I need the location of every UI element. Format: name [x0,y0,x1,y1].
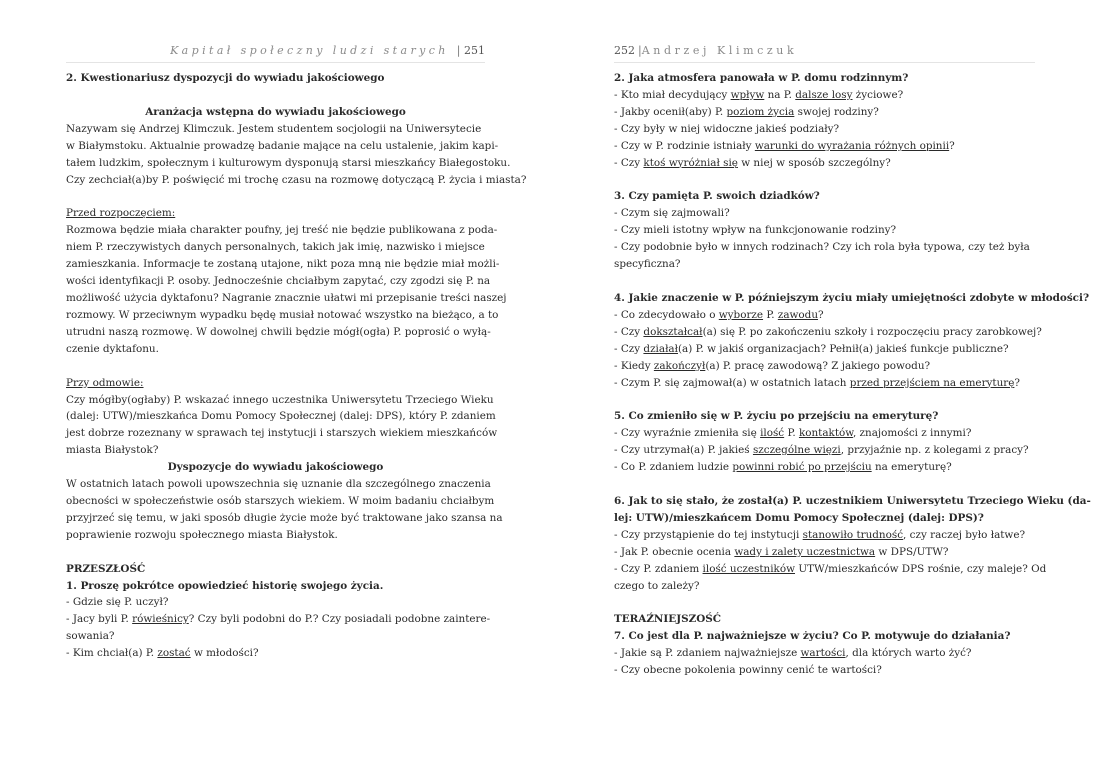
question-2-title: 2. Jaka atmosfera panowała w P. domu rodzinnym? [614,72,909,84]
q1-item-continued: sowania? [66,630,115,643]
q3-item: - Czy mieli istotny wpływ na funkcjonowanie rodziny? [614,224,897,237]
q4-item: - Czym P. się zajmował(a) w ostatnich latach przed przejściem na emeryturę? [614,376,1020,389]
question-7-title: 7. Co jest dla P. najważniejsze w życiu? Co P. motywuje do działania? [614,630,1011,643]
q6-item: - Czy P. zdaniem ilość uczestników UTW/mieszkańców DPS rośnie, czy maleje? Od [614,562,1047,575]
question-3-title: 3. Czy pamięta P. swoich dziadków? [614,190,820,203]
q5-item: - Co P. zdaniem ludzie powinni robić po przejściu na emeryturę? [614,461,952,474]
q2-item: - Jakby ocenił(aby) P. poziom życia swojej rodziny? [614,105,879,118]
right-page-body [614,70,1091,679]
q5-item: - Czy wyraźnie zmieniła się ilość P. kontaktów, znajomości z innymi? [614,427,972,440]
q2-item: - Czy w P. rodzinie istniały warunki do wyrażania różnych opinii? [614,139,955,152]
q4-item: - Co zdecydowało o wyborze P. zawodu? [614,308,824,321]
q6-item: - Jak P. obecnie ocenia wady i zalety uczestnictwa w DPS/UTW? [614,545,949,558]
q2-item: - Kto miał decydujący wpływ na P. dalsze losy życiowe? [614,88,904,101]
q4-item: - Kiedy zakończył(a) P. pracę zawodową? Z jakiego powodu? [614,359,931,372]
q1-item: - Kim chciał(a) P. zostać w młodości? [66,647,259,660]
dispositions-paragraph: W ostatnich latach powoli upowszechnia się uznanie dla szczególnego znaczenia obecności w społeczeństwie osób starszych wiekiem. W moim badaniu chciałbym przyjrzeć się temu, w jaki sposób długie życie może być traktowane jako szansa na poprawienie rozwoju społecznego miasta Białystok. [66,478,503,541]
present-heading: TERAŹNIEJSZOŚĆ [614,613,722,626]
past-heading: PRZESZŁOŚĆ [66,562,146,575]
right-page-number: 252 [614,44,635,57]
q2-item: - Czy były w niej widoczne jakieś podziały? [614,122,840,135]
q4-item: - Czy dokształcał(a) się P. po zakończeniu szkoły i rozpoczęciu pracy zarobkowej? [614,325,1042,338]
refusal-paragraph: Czy mógłby(ogłaby) P. wskazać innego uczestnika Uniwersytetu Trzeciego Wieku (dalej: UTW)/mieszkańca Domu Pomocy Społecznej (dalej: DPS), który P. zdaniem jest dobrze rozeznany w sprawach tej instytucji i starszych wiekiem mieszkańców miasta Białystok? [66,393,498,457]
left-page [66,0,527,778]
left-page-body [66,70,527,662]
q1-item: - Jacy byli P. rówieśnicy? Czy byli podobni do P.? Czy posiadali podobne zaintere- [66,613,491,626]
q6-item-continued: czego to zależy? [614,579,700,592]
question-6-title-continued: lej: UTW)/mieszkańcem Domu Pomocy Społecznej (dalej: DPS)? [614,511,984,524]
section-title: 2. Kwestionariusz dyspozycji do wywiadu jakościowego [66,72,385,84]
question-4-title: 4. Jakie znaczenie w P. późniejszym życiu miały umiejętności zdobyte w młodości? [614,291,1090,304]
before-paragraph: Rozmowa będzie miała charakter poufny, jej treść nie będzie publikowana z poda- niem P. rzeczywistych danych personalnych, takich jak imię, nazwisko i miejsce zamieszkania. Informacje te zostaną utajone, nikt poza mną nie będzie miał możli- wości identyfikacji P. osoby. Jednocześnie chciałbym zapytać, czy zgodzi się P. na możliwość użycia dyktafonu? Nagranie znacznie ułatwi mi przepisanie treści naszej rozmowy. W przeciwnym wypadku będę musiał notować wszystko na bieżąco, a to utrudni naszą rozmowę. W dowolnej chwili będzie mógł(ogła) P. poprosić o wyłą- czenie dyktafonu. [66,224,507,355]
right-running-header: 252 |Andrzej Klimczuk [614,44,1035,63]
left-running-header: Kapitał społeczny ludzi starych | 251 [66,44,485,63]
q6-item: - Czy przystąpienie do tej instytucji stanowiło trudność, czy raczej było łatwe? [614,528,1026,541]
q3-item-continued: specyficzna? [614,258,681,271]
q7-item: - Czy obecne pokolenia powinny cenić te wartości? [614,664,882,677]
q4-item: - Czy działał(a) P. w jakiś organizacjach? Pełnił(a) jakieś funkcje publiczne? [614,342,1009,355]
q7-item: - Jakie są P. zdaniem najważniejsze wartości, dla których warto żyć? [614,647,972,660]
question-1-title: 1. Proszę pokrótce opowiedzieć historię swojego życia. [66,579,384,592]
refusal-label: Przy odmowie: [66,376,144,389]
before-label: Przed rozpoczęciem: [66,207,176,220]
right-page [614,0,1091,778]
left-header-title: Kapitał społeczny ludzi starych [170,44,449,57]
question-5-title: 5. Co zmieniło się w P. życiu po przejściu na emeryturę? [614,410,939,423]
arrangement-heading: Aranżacja wstępna do wywiadu jakościowego [145,105,406,118]
intro-paragraph: Nazywam się Andrzej Klimczuk. Jestem studentem socjologii na Uniwersytecie w Białymstoku. Aktualnie prowadzę badanie mające na celu ustalenie, jakim kapi- tałem ludzkim, społecznym i kulturowym dysponują starsi mieszkańcy Białegostoku. Czy zechciał(a)by P. poświęcić mi trochę czasu na rozmowę dotyczącą P. życia i miasta? [66,122,527,186]
question-6-title: 6. Jak to się stało, że został(a) P. uczestnikiem Uniwersytetu Trzeciego Wieku (da- [614,495,1091,508]
q3-item: - Czym się zajmowali? [614,207,730,220]
q5-item: - Czy utrzymał(a) P. jakieś szczególne więzi, przyjaźnie np. z kolegami z pracy? [614,444,1029,457]
left-page-number: 251 [464,44,485,57]
right-header-title: Andrzej Klimczuk [641,44,798,57]
q3-item: - Czy podobnie było w innych rodzinach? Czy ich rola była typowa, czy też była [614,241,1030,254]
dispositions-heading: Dyspozycje do wywiadu jakościowego [167,461,384,474]
q1-item: - Gdzie się P. uczył? [66,596,169,609]
q2-item: - Czy ktoś wyróżniał się w niej w sposób szczególny? [614,156,891,169]
